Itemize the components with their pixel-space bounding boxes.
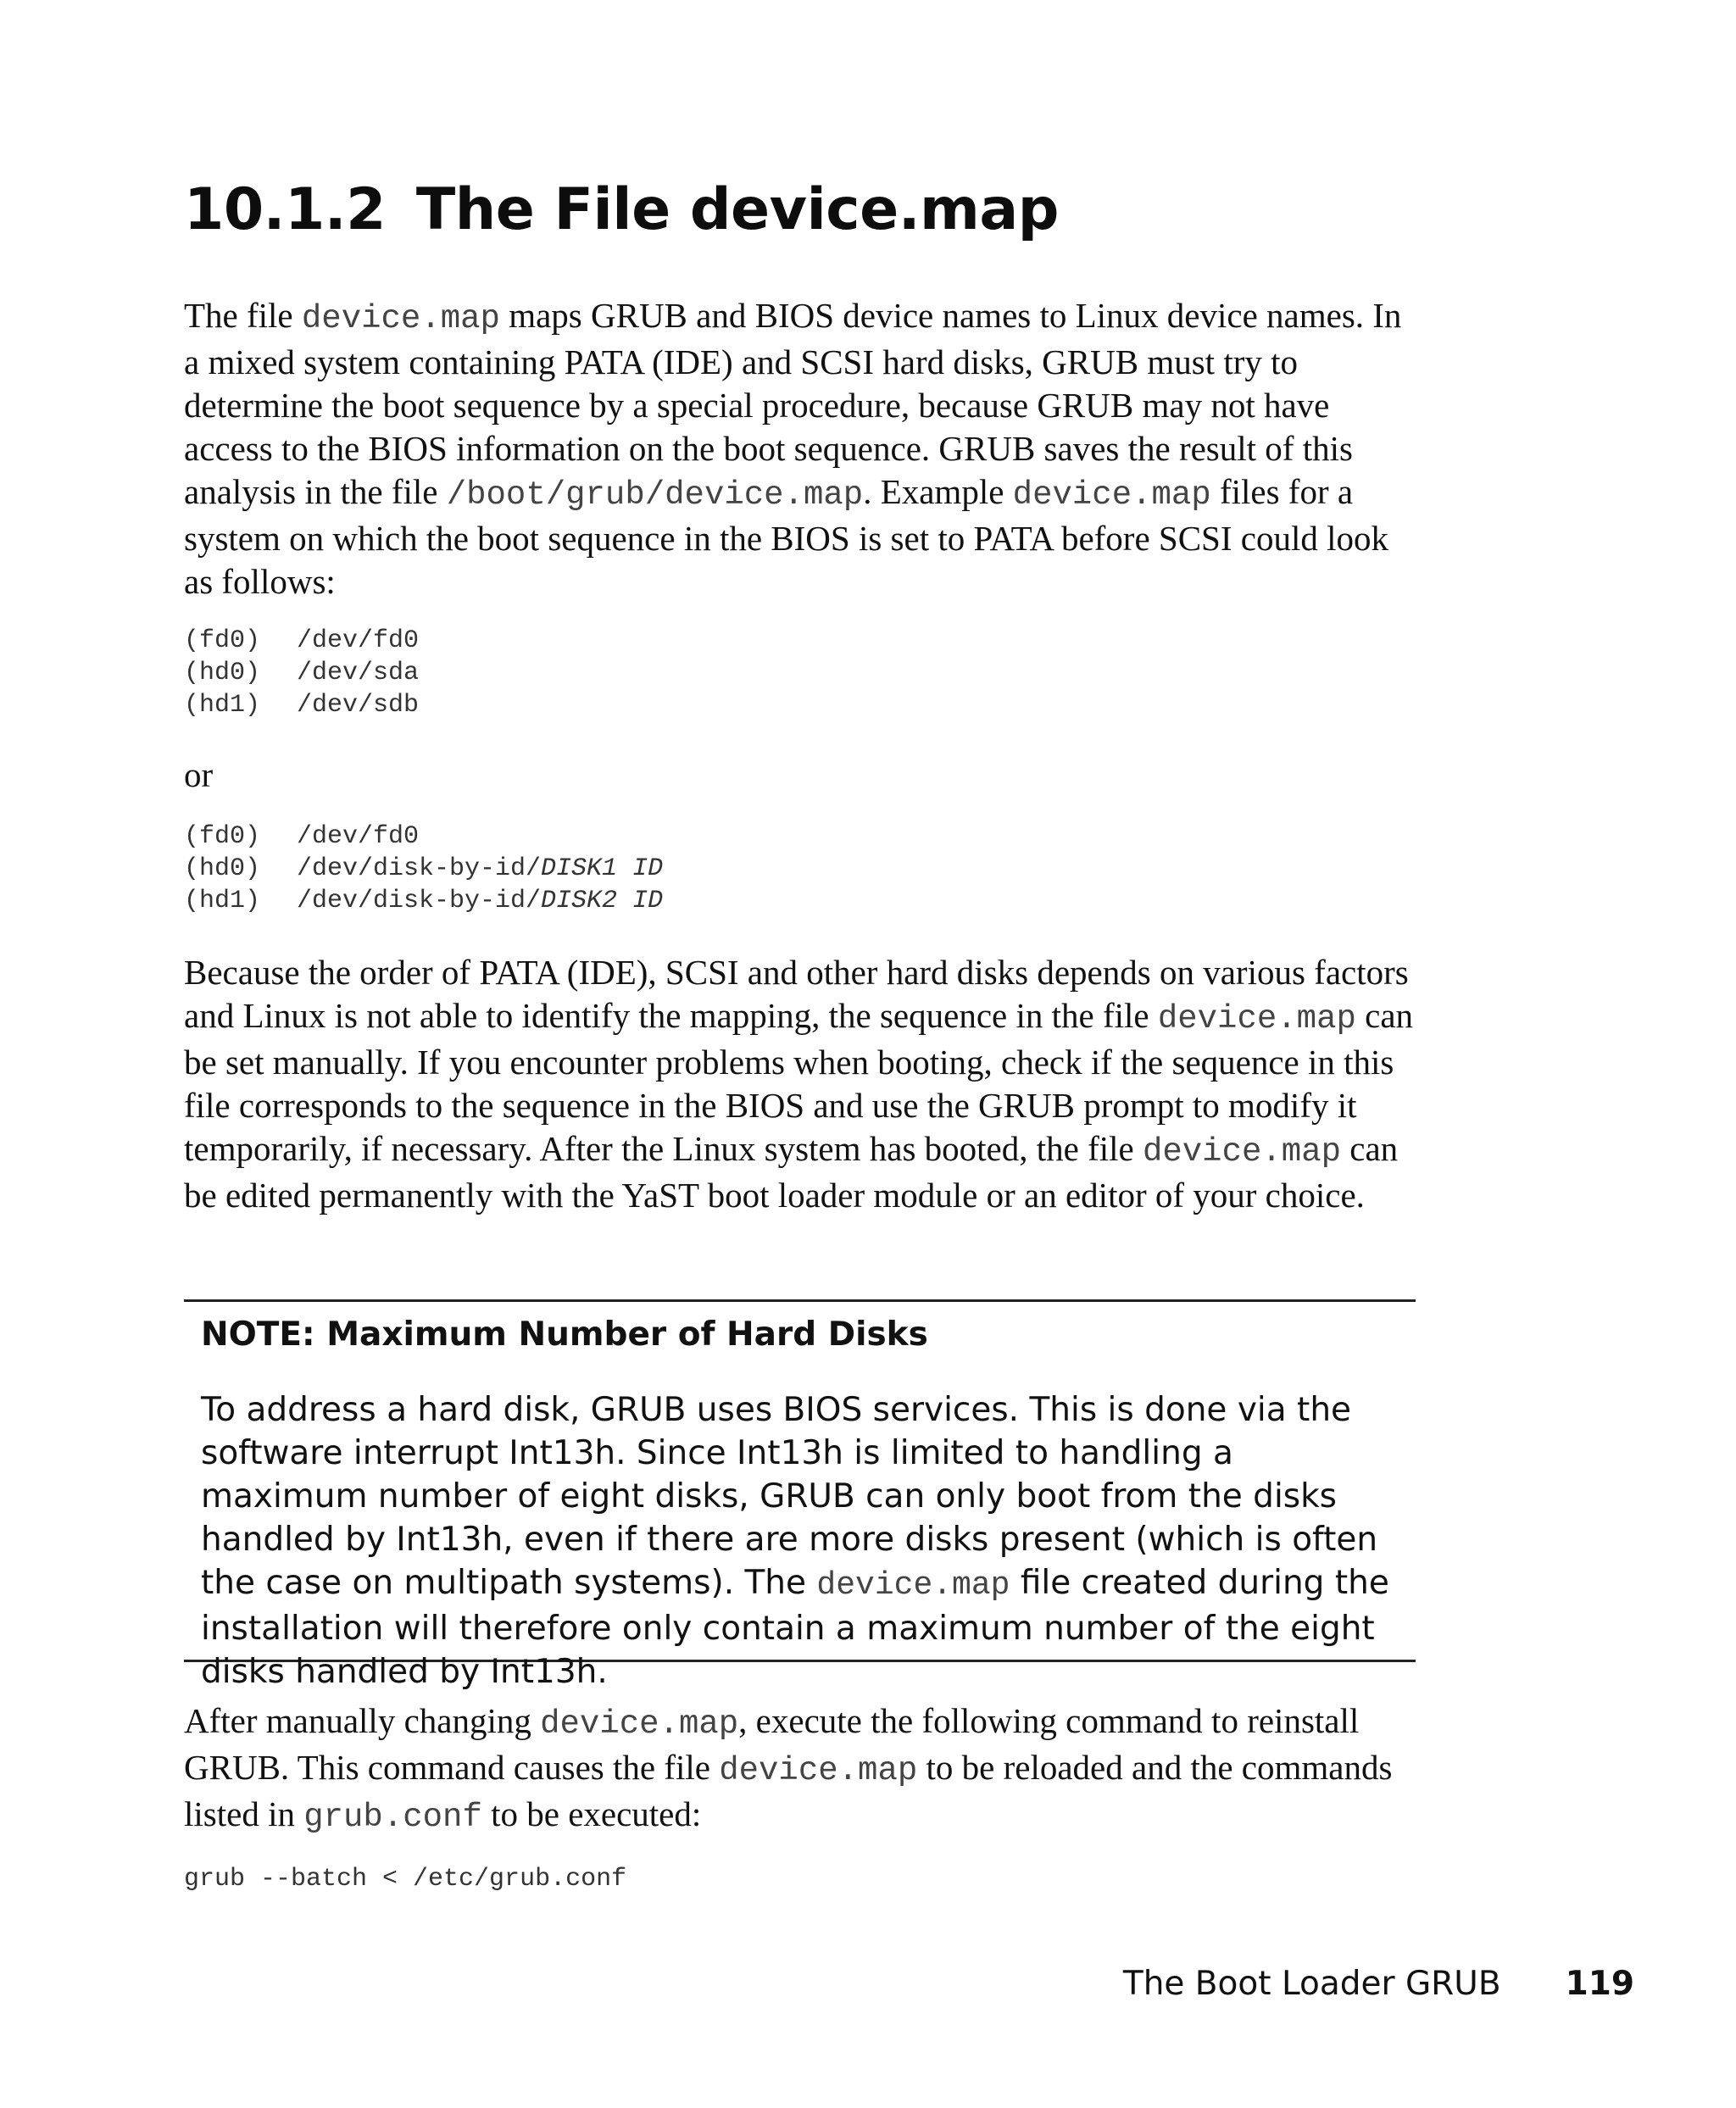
section-heading [184,176,1059,243]
text-run: to be executed: [481,1794,702,1833]
linux-device: /dev/sdb [297,691,420,720]
code-block-device-map-2 [184,820,663,917]
code-line [184,853,663,885]
code-line [184,820,663,853]
code-block-device-map-1 [184,625,419,721]
section-title: The File device.map [415,176,1059,243]
text-run: files for a system on which the boot sequence in the BIOS is set to PATA before SCSI could look as follows: [184,472,1388,601]
note-box [184,1299,1416,1691]
grub-device: (hd0) [184,659,261,687]
linux-device: /dev/disk-by-id/ [297,854,542,883]
code-line [184,689,419,721]
paragraph-order [184,951,1416,1217]
grub-device: (hd1) [184,887,261,915]
grub-device: (fd0) [184,626,261,655]
disk-id-placeholder: DISK1 ID [541,854,664,883]
text-run: Because the order of PATA (IDE), SCSI and other hard disks depends on various factors and Linux is not able to identify the mapping, the sequence in the file [184,953,1409,1035]
disk-id-placeholder: DISK2 ID [541,887,664,915]
grub-device: (hd1) [184,691,261,720]
paragraph-reinstall [184,1699,1416,1839]
section-number: 10.1.2 [184,176,386,243]
linux-device: /dev/fd0 [297,822,420,851]
text-run: , execute the following command to reinstall GRUB. This command causes the file [184,1701,1360,1787]
text-run: . Example [863,472,1013,511]
inline-code: device.map [1012,476,1211,514]
page-footer [1123,1965,1634,2003]
note-text [201,1388,1405,1694]
linux-device: /dev/fd0 [297,626,420,655]
text-run: The file [184,296,302,335]
text-run: can be edited permanently with the YaST boot loader module or an editor of your choice. [184,1129,1399,1215]
inline-code: device.map [719,1752,918,1789]
inline-code: /boot/grub/device.map [446,476,864,514]
text-run: maps GRUB and BIOS device names to Linux device names. In a mixed system containing PATA (IDE) and SCSI hard disks, GRUB must try to determine the boot sequence by a special procedure, because GRUB may not have access to the BIOS information on the boot sequence. GRUB saves the result of this analysis in the file [184,296,1402,511]
text-run: file created during the installation will therefore only contain a maximum number of the eight disks handled by Int13h. [201,1564,1389,1691]
footer-chapter: The Boot Loader GRUB [1122,1965,1501,2003]
code-block-command [184,1863,626,1895]
paragraph-intro [184,294,1416,603]
grub-device: (hd0) [184,854,261,883]
inline-code: device.map [1142,1133,1342,1171]
page-number: 119 [1565,1965,1634,2003]
inline-code: device.map [1157,1000,1356,1037]
inline-code: grub.conf [303,1799,482,1836]
code-line [184,625,419,657]
inline-code: device.map [816,1567,1010,1604]
linux-device: /dev/sda [297,659,420,687]
grub-device: (fd0) [184,822,261,851]
note-title: NOTE: Maximum Number of Hard Disks [201,1315,928,1354]
text-run: After manually changing [184,1701,541,1740]
code-line [184,885,663,917]
text-run: can be set manually. If you encounter problems when booting, check if the sequence in this file corresponds to the sequence in the BIOS and use the GRUB prompt to modify it temporarily, if necessary. After the Linux system has booted, the file [184,996,1414,1168]
inline-code: device.map [301,300,500,337]
or-text: or [184,755,214,794]
text-run: To address a hard disk, GRUB uses BIOS services. This is done via the software interrupt Int13h. Since Int13h is limited to handling a maximum number of eight disks, GRUB can only boot from the disks handled by Int13h, even if there are more disks present (which is often the case on multipath systems). The [201,1391,1378,1602]
command-line: grub --batch < /etc/grub.conf [184,1865,627,1894]
text-run: to be reloaded and the commands listed in [184,1748,1393,1833]
linux-device: /dev/disk-by-id/ [297,887,542,915]
inline-code: device.map [540,1705,739,1743]
code-line [184,657,419,689]
